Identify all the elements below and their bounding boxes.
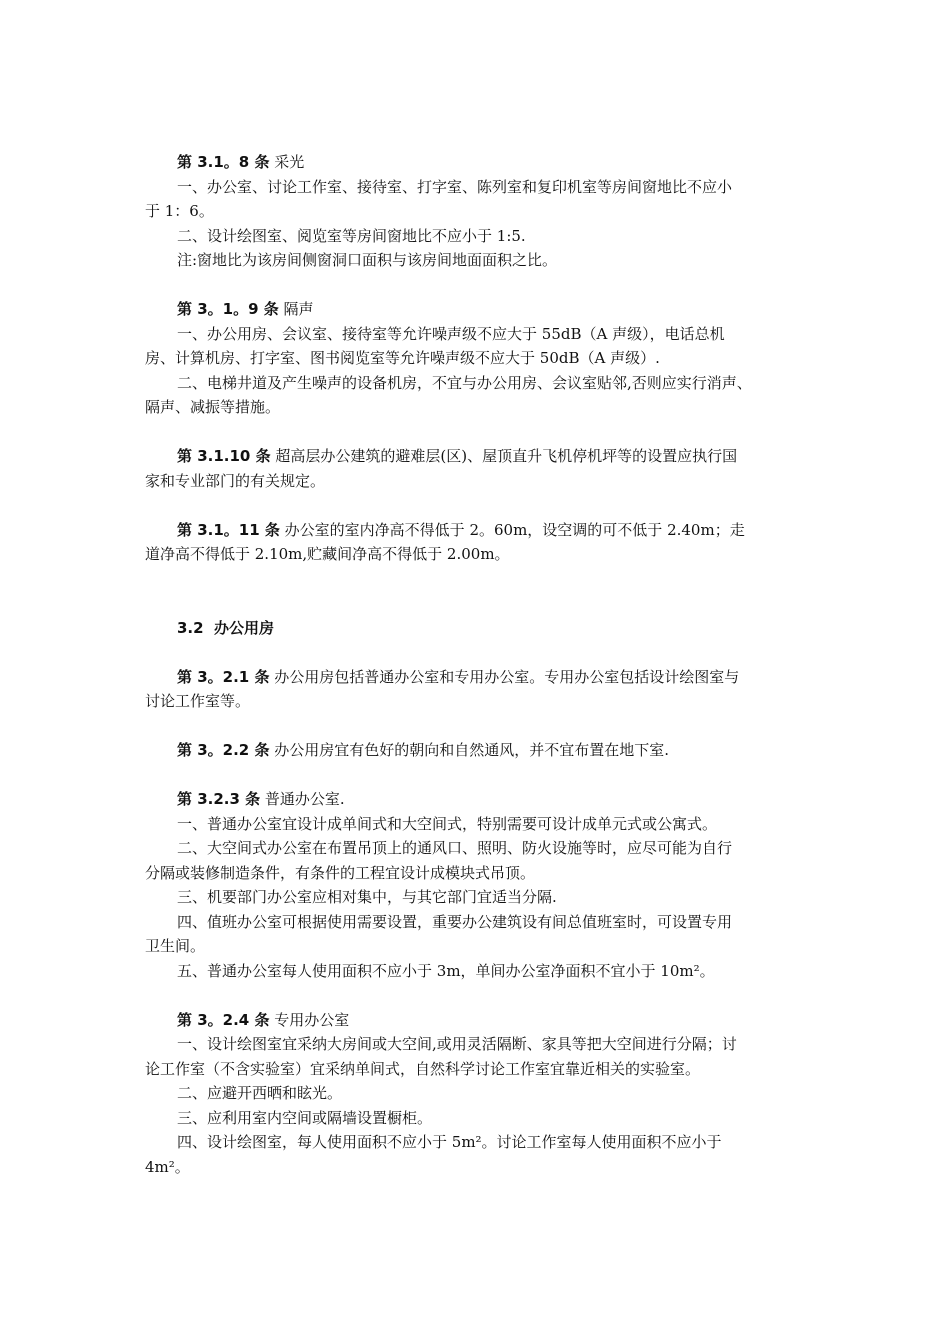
paragraph-line: 分隔或装修制造条件，有条件的工程宜设计成模块式吊顶。 <box>145 863 536 882</box>
spacer <box>145 640 805 665</box>
article-number: 第 3.1。8 条 <box>177 153 270 171</box>
section-title: 办公用房 <box>214 618 275 637</box>
paragraph-line: 二、电梯井道及产生噪声的设备机房，不宜与办公用房、会议室贴邻,否则应实行消声、 <box>177 373 752 392</box>
section-number: 3.2 <box>177 618 204 637</box>
spacer <box>145 763 805 788</box>
article-number: 第 3.1。11 条 <box>177 520 280 539</box>
spacer <box>145 983 805 1008</box>
paragraph-line: 二、大空间式办公室在布置吊顶上的通风口、照明、防火设施等时，应尽可能为自行 <box>177 839 733 857</box>
paragraph-line: 一、设计绘图室宜采纳大房间或大空间,或用灵活隔断、家具等把大空间进行分隔；讨 <box>177 1035 737 1053</box>
paragraph-line: 论工作室（不含实验室）宜采纳单间式，自然科学讨论工作室宜靠近相关的实验室。 <box>145 1059 701 1078</box>
paragraph-line: 一、办公室、讨论工作室、接待室、打字室、陈列室和复印机室等房间窗地比不应小 <box>177 177 733 196</box>
spacer <box>145 714 805 739</box>
paragraph-line: 家和专业部门的有关规定。 <box>145 471 326 490</box>
article-number: 第 3。2.2 条 <box>177 741 270 759</box>
article-number: 第 3.1.10 条 <box>177 447 271 465</box>
article-3-2-3-heading-line <box>145 787 805 812</box>
article-title: 普通办公室. <box>260 790 345 808</box>
article-number: 第 3。2.1 条 <box>177 667 270 686</box>
paragraph-line: 注:窗地比为该房间侧窗洞口面积与该房间地面面积之比。 <box>177 251 558 269</box>
article-3-1-9-heading-line <box>145 297 805 322</box>
article-3-1-10-line <box>145 444 805 469</box>
paragraph-line: 二、设计绘图室、阅览室等房间窗地比不应小于 1:5. <box>177 226 526 245</box>
article-number: 第 3.2.3 条 <box>177 790 261 808</box>
paragraph-line: 讨论工作室等。 <box>145 692 251 710</box>
paragraph-line: 三、应利用室内空间或隔墙设置橱柜。 <box>177 1108 433 1127</box>
article-text: 办公用房包括普通办公室和专用办公室。专用办公室包括设计绘图室与 <box>269 667 740 686</box>
article-title: 专用办公室 <box>269 1010 350 1029</box>
paragraph-line: 四、设计绘图室，每人使用面积不应小于 5m²。讨论工作室每人使用面积不应小于 <box>177 1133 722 1151</box>
article-number: 第 3。1。9 条 <box>177 300 279 318</box>
article-3-2-4-heading-line <box>145 1008 805 1033</box>
paragraph-line: 三、机要部门办公室应相对集中，与其它部门宜适当分隔. <box>177 888 557 906</box>
article-text: 办公用房宜有色好的朝向和自然通风，并不宜布置在地下室. <box>269 741 670 759</box>
paragraph-line: 五、普通办公室每人使用面积不应小于 3m，单间办公室净面积不宜小于 10m²。 <box>177 961 715 980</box>
article-3-1-11-line <box>145 518 805 543</box>
paragraph-line: 于 1：6。 <box>145 202 214 220</box>
spacer <box>145 493 805 518</box>
article-3-1-8-heading-line <box>145 150 805 175</box>
article-3-2-2-line <box>145 738 805 763</box>
article-number: 第 3。2.4 条 <box>177 1010 270 1029</box>
spacer <box>145 420 805 445</box>
spacer <box>145 567 805 616</box>
spacer <box>145 273 805 298</box>
paragraph-line: 卫生间。 <box>145 937 206 955</box>
paragraph-line: 一、普通办公室宜设计成单间式和大空间式，特别需要可设计成单元式或公寓式。 <box>177 814 718 833</box>
paragraph-line: 4m²。 <box>145 1157 190 1176</box>
article-text: 办公室的室内净高不得低于 2。60m，设空调的可不低于 2.40m；走 <box>279 520 745 539</box>
paragraph-line: 道净高不得低于 2.10m,贮藏间净高不得低于 2.00m。 <box>145 545 510 563</box>
section-heading <box>145 616 805 641</box>
paragraph-line: 一、办公用房、会议室、接待室等允许噪声级不应大于 55dB（A 声级），电话总机 <box>177 324 725 343</box>
article-3-2-1-line <box>145 665 805 690</box>
article-title: 采光 <box>269 153 305 171</box>
paragraph-line: 房、计算机房、打字室、图书阅览室等允许噪声级不应大于 50dB（A 声级）. <box>145 349 660 367</box>
paragraph-line: 四、值班办公室可根据使用需要设置，重要办公建筑设有间总值班室时，可设置专用 <box>177 912 733 931</box>
paragraph-line: 二、应避开西晒和眩光。 <box>177 1084 343 1102</box>
paragraph-line: 隔声、减振等措施。 <box>145 398 281 416</box>
article-title: 隔声 <box>278 300 314 318</box>
document-page <box>145 150 805 1179</box>
article-text: 超高层办公建筑的避难层(区)、屋顶直升飞机停机坪等的设置应执行国 <box>270 447 738 465</box>
